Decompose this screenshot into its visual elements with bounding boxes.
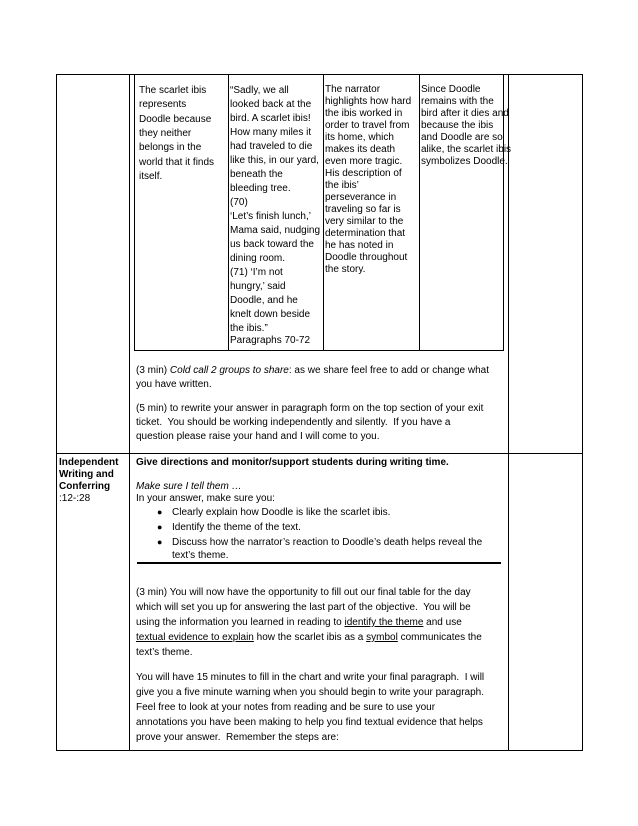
col2-line: like this, in our yard,: [230, 155, 319, 166]
outer-table-bottom-border: [56, 750, 583, 751]
inner-table-col-divider-2: [323, 74, 324, 351]
symbol-underlined: symbol: [366, 632, 398, 643]
col3-line: very similar to the: [325, 216, 404, 227]
col2-line: “Sadly, we all: [230, 85, 289, 96]
inner-table-left-border: [134, 74, 135, 351]
outer-table-row-divider: [56, 453, 583, 454]
final-table-line: which will set you up for answering the last part of the objective. You will be: [136, 602, 471, 613]
col3-line: the ibis worked in: [325, 108, 403, 119]
section-label-line: Writing and: [59, 469, 114, 480]
col4-line: symbolizes Doodle.: [421, 156, 508, 167]
outer-table-col-divider-2: [508, 74, 509, 751]
col3-line: he has noted in: [325, 240, 394, 251]
col4-line: bird after it dies and: [421, 108, 509, 119]
final-table-line: [136, 616, 462, 629]
directions-heading: Give directions and monitor/support students during writing time.: [136, 457, 449, 468]
inner-table-bottom-border: [134, 350, 504, 351]
identify-theme-underlined: identify the theme: [344, 617, 424, 628]
col2-line: Mama said, nudging: [230, 225, 321, 236]
textual-evidence-underlined: textual evidence to explain: [136, 632, 254, 643]
minutes-line: You will have 15 minutes to fill in the chart and write your final paragraph. I will: [136, 672, 485, 683]
bullet-icon: ●: [157, 537, 163, 547]
col2-line: (70): [230, 197, 248, 208]
final-table-line: text’s theme.: [136, 647, 193, 658]
col2-line: bird. A scarlet ibis!: [230, 113, 311, 124]
col3-line: even more tragic.: [325, 156, 403, 167]
col2-line: hungry,’ said: [230, 281, 286, 292]
col3-line: perseverance in: [325, 192, 397, 203]
in-answer-intro: In your answer, make sure you:: [136, 493, 275, 504]
col2-line: looked back at the: [230, 99, 312, 110]
col3-line: highlights how hard: [325, 96, 412, 107]
rewrite-line: ticket. You should be working independently and silently. If you have a: [136, 417, 451, 428]
minutes-line: Feel free to look at your notes from reading and be sure to use your: [136, 702, 436, 713]
col2-line: Doodle, and he: [230, 295, 298, 306]
col4-line: because the ibis: [421, 120, 494, 131]
share-instructions-line1: [136, 364, 489, 377]
col4-line: alike, the scarlet ibis: [421, 144, 512, 155]
col2-line: knelt down beside: [230, 309, 311, 320]
col3-line: its home, which: [325, 132, 394, 143]
col1-line: Doodle because: [139, 114, 212, 125]
minutes-line: prove your answer. Remember the steps are:: [136, 732, 339, 743]
make-sure-note: Make sure I tell them …: [136, 481, 242, 492]
separator-rule: [137, 562, 501, 564]
col3-line: determination that: [325, 228, 406, 239]
final-table-text: using the information you learned in reading to: [136, 617, 345, 628]
col3-line: Doodle throughout: [325, 252, 408, 263]
col3-line: the story.: [325, 264, 366, 275]
bullet-item: Discuss how the narrator’s reaction to Doodle’s death helps reveal the: [172, 537, 483, 548]
rewrite-line: question please raise your hand and I will come to you.: [136, 431, 380, 442]
col1-line: represents: [139, 99, 187, 110]
minutes-line: annotations you have been making to help you find textual evidence that helps: [136, 717, 483, 728]
final-table-line: [136, 631, 482, 644]
col2-line: bleeding tree.: [230, 183, 291, 194]
section-label-time: :12-:28: [59, 493, 91, 504]
col3-line: The narrator: [325, 84, 381, 95]
final-table-text: how the scarlet ibis as a: [253, 632, 367, 643]
col2-line: beneath the: [230, 169, 283, 180]
col1-line: world that it finds: [139, 157, 215, 168]
col1-line: itself.: [139, 171, 163, 182]
bullet-icon: ●: [157, 522, 163, 532]
section-label-line: Independent: [59, 457, 119, 468]
bullet-item-continuation: text’s theme.: [172, 550, 229, 561]
final-table-text: communicates the: [397, 632, 482, 643]
col2-line: ‘Let’s finish lunch,’: [230, 211, 311, 222]
col4-line: and Doodle are so: [421, 132, 503, 143]
outer-table-right-border: [582, 74, 583, 751]
inner-table-col-divider-1: [228, 74, 229, 351]
col3-line: His description of: [325, 168, 402, 179]
bullet-item: Clearly explain how Doodle is like the scarlet ibis.: [172, 507, 391, 518]
col2-line: (71) ‘I’m not: [230, 267, 283, 278]
share-italic: Cold call 2 groups to share: [169, 365, 289, 376]
bullet-icon: ●: [157, 507, 163, 517]
col4-line: Since Doodle: [421, 84, 481, 95]
share-instructions-line2: you have written.: [136, 379, 212, 390]
col2-line: Paragraphs 70-72: [230, 335, 311, 346]
col2-line: How many miles it: [230, 127, 312, 138]
share-prefix: (3 min): [136, 365, 170, 376]
col1-line: The scarlet ibis: [139, 85, 207, 96]
outer-table-col-divider-1: [129, 74, 130, 751]
col1-line: they neither: [139, 128, 192, 139]
inner-table-col-divider-3: [419, 74, 420, 351]
col3-line: makes its death: [325, 144, 396, 155]
share-rest: : as we share feel free to add or change what: [288, 365, 489, 376]
final-table-text: and use: [423, 617, 462, 628]
col2-line: the ibis.”: [230, 323, 268, 334]
col2-line: dining room.: [230, 253, 286, 264]
col4-line: remains with the: [421, 96, 494, 107]
col1-line: belongs in the: [139, 142, 202, 153]
rewrite-line: (5 min) to rewrite your answer in paragraph form on the top section of your exit: [136, 403, 484, 414]
col2-line: had traveled to die: [230, 141, 313, 152]
col3-line: the ibis’: [325, 180, 359, 191]
col3-line: order to travel from: [325, 120, 410, 131]
bullet-item: Identify the theme of the text.: [172, 522, 301, 533]
final-table-line: (3 min) You will now have the opportunity to fill out our final table for the day: [136, 587, 471, 598]
minutes-line: give you a five minute warning when you should begin to write your paragraph.: [136, 687, 484, 698]
section-label-line: Conferring: [59, 481, 111, 492]
col3-line: traveling so far is: [325, 204, 401, 215]
col2-line: us back toward the: [230, 239, 314, 250]
outer-table-left-border: [56, 74, 57, 751]
